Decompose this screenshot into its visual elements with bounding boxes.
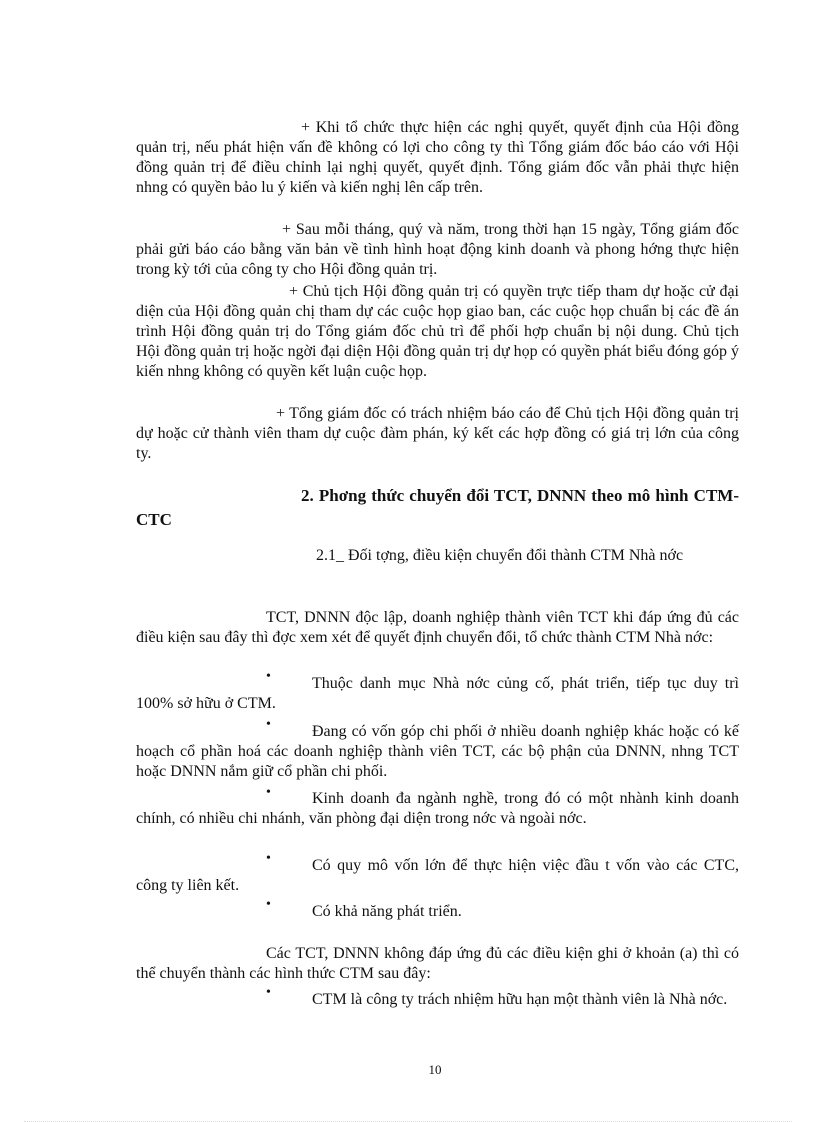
page-edge-divider bbox=[24, 1121, 792, 1122]
section-heading-2: 2. Phơng thức chuyển đổi TCT, DNNN theo mô hình CTM-CTC bbox=[136, 486, 739, 529]
bullet-icon: • bbox=[266, 985, 271, 1000]
paragraph-board-resolutions: + Khi tổ chức thực hiện các nghị quyết, quyết định của Hội đồng quản trị, nếu phát hiện vấn đề không có lợi cho công ty thì Tổng giám đốc báo cáo với Hội đồng quản trị để điều chỉnh lại nghị quyết, quyết định. Tổng giám đốc vẫn phải thực hiện nhng có quyền bảo lu ý kiến và kiến nghị lên cấp trên. bbox=[136, 119, 739, 196]
bullet-icon: • bbox=[266, 717, 271, 732]
bullet-icon: • bbox=[266, 669, 271, 684]
bullet-item-state-list: Thuộc danh mục Nhà nớc củng cố, phát triển, tiếp tục duy trì 100% sở hữu ở CTM. bbox=[136, 675, 739, 712]
bullet-item-large-capital: Có quy mô vốn lớn để thực hiện việc đầu t vốn vào các CTC, công ty liên kết. bbox=[136, 857, 739, 894]
bullet-icon: • bbox=[266, 897, 271, 912]
bullet-item-development: Có khả năng phát triển. bbox=[312, 903, 462, 920]
page-number: 10 bbox=[428, 1062, 442, 1077]
paragraph-periodic-report: + Sau mỗi tháng, quý và năm, trong thời hạn 15 ngày, Tổng giám đốc phải gửi báo cáo bằng văn bản về tình hình hoạt động kinh doanh và phong hớng thực hiện trong kỳ tới của công ty cho Hội đồng quản trị. bbox=[136, 221, 739, 278]
bullet-item-controlling-capital: Đang có vốn góp chi phối ở nhiều doanh nghiệp khác hoặc có kế hoạch cổ phần hoá các doanh nghiệp thành viên TCT, các bộ phận của DNNN, nhng TCT hoặc DNNN nắm giữ cổ phần chi phối. bbox=[136, 723, 739, 780]
bullet-item-multi-sector: Kinh doanh đa ngành nghề, trong đó có một nhành kinh doanh chính, có nhiều chi nhánh, văn phòng đại diện trong nớc và ngoài nớc. bbox=[136, 790, 739, 827]
paragraph-non-eligible: Các TCT, DNNN không đáp ứng đủ các điều kiện ghi ở khoản (a) thì có thể chuyển thành các hình thức CTM sau đây: bbox=[136, 945, 739, 982]
paragraph-ceo-responsibility: + Tổng giám đốc có trách nhiệm báo cáo để Chủ tịch Hội đồng quản trị dự hoặc cử thành viên tham dự cuộc đàm phán, ký kết các hợp đồng có giá trị lớn của công ty. bbox=[136, 405, 739, 462]
subsection-heading-2-1: 2.1_ Đối tợng, điều kiện chuyển đổi thành CTM Nhà nớc bbox=[316, 547, 684, 564]
paragraph-chairman-rights: + Chủ tịch Hội đồng quản trị có quyền trực tiếp tham dự hoặc cử đại diện của Hội đồng quản chị tham dự các cuộc họp giao ban, các cuộc họp chuẩn bị các đề án trình Hội đồng quản trị do Tổng giám đốc chủ trì để phối hợp chuẩn bị nội dung. Chủ tịch Hội đồng quản trị hoặc ngời đại diện Hội đồng quản trị dự họp có quyền phát biểu đóng góp ý kiến nhng không có quyền kết luận cuộc họp. bbox=[136, 283, 739, 380]
bullet-item-llc-state: CTM là công ty trách nhiệm hữu hạn một thành viên là Nhà nớc. bbox=[312, 991, 728, 1008]
bullet-icon: • bbox=[266, 785, 271, 800]
bullet-icon: • bbox=[266, 851, 271, 866]
paragraph-eligible-enterprises: TCT, DNNN độc lập, doanh nghiệp thành viên TCT khi đáp ứng đủ các điều kiện sau đây thì đợc xem xét để quyết định chuyển đổi, tổ chức thành CTM Nhà nớc: bbox=[136, 609, 739, 646]
